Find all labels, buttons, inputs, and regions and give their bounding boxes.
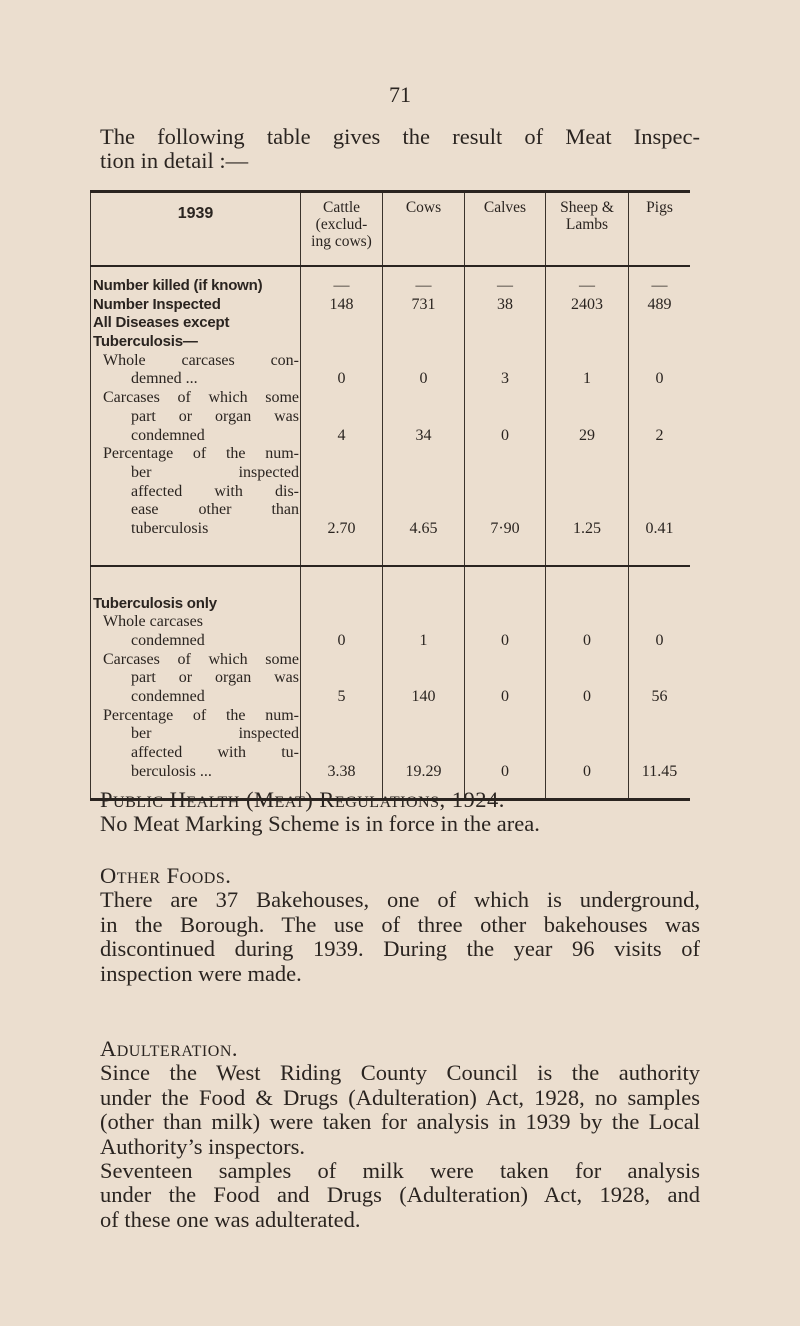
tuberculosis-section xyxy=(90,567,690,798)
value-cattle: 2.70 xyxy=(300,520,382,539)
value-sheep-lambs: 2403 xyxy=(545,296,628,315)
value-cows xyxy=(382,707,464,726)
spacer-cell xyxy=(464,567,545,595)
value-pigs: 0.41 xyxy=(628,520,690,539)
row-label: ber inspected xyxy=(90,725,300,744)
header-text: (exclud- xyxy=(315,216,368,233)
row-label: ber inspected xyxy=(90,464,300,483)
header-text: Cows xyxy=(405,199,442,216)
value-calves: 0 xyxy=(464,763,545,782)
value-pigs xyxy=(628,725,690,744)
spacer-cell xyxy=(545,567,628,595)
row-label: Percentage of the num- xyxy=(90,445,300,464)
row-label: tuberculosis xyxy=(90,520,300,539)
value-calves xyxy=(464,408,545,427)
value-sheep-lambs xyxy=(545,408,628,427)
row-label: Carcases of which some xyxy=(90,651,300,670)
table-row xyxy=(90,651,690,670)
value-cattle: 4 xyxy=(300,427,382,446)
table-row xyxy=(90,445,690,464)
table-row xyxy=(90,688,690,707)
row-label: affected with dis- xyxy=(90,483,300,502)
value-calves xyxy=(464,389,545,408)
value-pigs xyxy=(628,707,690,726)
value-cows: 34 xyxy=(382,427,464,446)
value-cows: 731 xyxy=(382,296,464,315)
header-text: Lambs xyxy=(565,216,609,233)
spacer-cell xyxy=(300,567,382,595)
text-line: under the Food & Drugs (Adulteration) Act, 1928, no samples xyxy=(100,1084,700,1110)
spacer-row xyxy=(90,267,690,277)
text-line: There are 37 Bakehouses, one of which is underground, xyxy=(100,887,700,913)
section-heading: Other Foods. xyxy=(100,863,232,888)
table-row xyxy=(90,520,690,539)
value-pigs xyxy=(628,464,690,483)
table-row xyxy=(90,632,690,651)
value-cattle: 0 xyxy=(300,632,382,651)
other-foods-section xyxy=(100,864,700,986)
value-cows: — xyxy=(382,277,464,296)
value-calves: 0 xyxy=(464,688,545,707)
table-row xyxy=(90,408,690,427)
meat-inspection-table xyxy=(90,190,690,801)
value-pigs: 56 xyxy=(628,688,690,707)
text-line: (other than milk) were taken for analysis in 1939 by the Local xyxy=(100,1109,700,1135)
all-diseases-section xyxy=(90,267,690,565)
value-pigs: 489 xyxy=(628,296,690,315)
value-cows xyxy=(382,669,464,688)
value-pigs xyxy=(628,408,690,427)
spacer-cell xyxy=(90,539,300,565)
text-line: tion in detail :— xyxy=(100,148,249,174)
spacer-cell xyxy=(545,539,628,565)
spacer-cell xyxy=(545,267,628,277)
value-calves: 3 xyxy=(464,370,545,389)
text-line: Since the West Riding County Council is the authority xyxy=(100,1060,700,1086)
public-health-section xyxy=(100,788,700,837)
value-sheep-lambs xyxy=(545,501,628,520)
value-pigs xyxy=(628,651,690,670)
value-cows xyxy=(382,725,464,744)
value-cows xyxy=(382,408,464,427)
header-sheep-lambs xyxy=(545,193,628,265)
value-cows xyxy=(382,352,464,371)
value-cattle xyxy=(300,389,382,408)
value-sheep-lambs: 0 xyxy=(545,632,628,651)
text-line: in the Borough. The use of three other bakehouses was xyxy=(100,911,700,937)
value-cattle xyxy=(300,333,382,352)
value-cows xyxy=(382,651,464,670)
header-text: Pigs xyxy=(646,199,673,216)
value-cows xyxy=(382,333,464,352)
header-pigs xyxy=(628,193,690,265)
row-label: Tuberculosis— xyxy=(90,333,300,352)
row-label: ease other than xyxy=(90,501,300,520)
value-pigs: 0 xyxy=(628,370,690,389)
value-cattle: 5 xyxy=(300,688,382,707)
value-sheep-lambs: 29 xyxy=(545,427,628,446)
value-cattle xyxy=(300,408,382,427)
value-calves xyxy=(464,333,545,352)
value-calves xyxy=(464,464,545,483)
value-pigs xyxy=(628,352,690,371)
value-pigs xyxy=(628,445,690,464)
value-calves xyxy=(464,314,545,333)
value-cattle xyxy=(300,651,382,670)
value-calves: 38 xyxy=(464,296,545,315)
value-calves xyxy=(464,483,545,502)
table-row xyxy=(90,389,690,408)
value-cows: 4.65 xyxy=(382,520,464,539)
value-calves: 0 xyxy=(464,427,545,446)
value-cows: 1 xyxy=(382,632,464,651)
spacer-cell xyxy=(90,267,300,277)
value-cattle xyxy=(300,464,382,483)
value-cows xyxy=(382,389,464,408)
table-row xyxy=(90,333,690,352)
section-heading: Public Health (Meat) Regulations, 1924. xyxy=(100,787,505,812)
value-sheep-lambs xyxy=(545,314,628,333)
spacer-cell xyxy=(628,539,690,565)
header-year xyxy=(90,193,300,265)
text-line: The following table gives the result of Meat Inspec- xyxy=(100,124,700,149)
text-line: Authority’s inspectors. xyxy=(100,1133,305,1159)
header-text: ing cows) xyxy=(311,233,372,250)
value-sheep-lambs xyxy=(545,333,628,352)
value-cattle xyxy=(300,483,382,502)
spacer-cell xyxy=(300,539,382,565)
value-sheep-lambs xyxy=(545,483,628,502)
table-row xyxy=(90,669,690,688)
value-sheep-lambs xyxy=(545,651,628,670)
table-row xyxy=(90,725,690,744)
table-row xyxy=(90,763,690,782)
row-label: condemned xyxy=(90,427,300,446)
value-cows xyxy=(382,613,464,632)
value-cattle xyxy=(300,613,382,632)
value-sheep-lambs: 1.25 xyxy=(545,520,628,539)
text-line: inspection were made. xyxy=(100,960,302,986)
header-text: Calves xyxy=(483,199,527,216)
row-label: All Diseases except xyxy=(90,314,300,333)
value-pigs: — xyxy=(628,277,690,296)
table-row xyxy=(90,314,690,333)
value-sheep-lambs xyxy=(545,707,628,726)
value-sheep-lambs: — xyxy=(545,277,628,296)
spacer-row xyxy=(90,539,690,565)
value-calves xyxy=(464,707,545,726)
row-label: Number Inspected xyxy=(90,296,300,315)
value-cattle xyxy=(300,445,382,464)
value-sheep-lambs xyxy=(545,744,628,763)
value-calves xyxy=(464,744,545,763)
text-line: discontinued during 1939. During the year 96 visits of xyxy=(100,936,700,962)
value-cows xyxy=(382,314,464,333)
table-header-row xyxy=(90,193,690,265)
value-calves xyxy=(464,725,545,744)
value-calves xyxy=(464,352,545,371)
value-cattle xyxy=(300,501,382,520)
value-cattle xyxy=(300,744,382,763)
value-pigs xyxy=(628,595,690,614)
value-cattle: 3.38 xyxy=(300,763,382,782)
table-row xyxy=(90,483,690,502)
page-number: 71 xyxy=(389,82,411,107)
value-calves: 0 xyxy=(464,632,545,651)
table-row xyxy=(90,296,690,315)
value-sheep-lambs xyxy=(545,725,628,744)
table-row xyxy=(90,744,690,763)
row-label: part or organ was xyxy=(90,669,300,688)
spacer-cell xyxy=(382,567,464,595)
value-cows: 0 xyxy=(382,370,464,389)
row-label: Tuberculosis only xyxy=(90,595,300,614)
row-label: demned ... xyxy=(90,370,300,389)
value-calves: — xyxy=(464,277,545,296)
value-cattle xyxy=(300,595,382,614)
header-text: 1939 xyxy=(177,205,214,222)
table-row xyxy=(90,277,690,296)
table-row xyxy=(90,707,690,726)
spacer-cell xyxy=(300,267,382,277)
value-pigs xyxy=(628,501,690,520)
value-cows xyxy=(382,464,464,483)
value-cattle xyxy=(300,725,382,744)
section-heading: Adulteration. xyxy=(100,1036,238,1061)
table-row xyxy=(90,613,690,632)
row-label: berculosis ... xyxy=(90,763,300,782)
value-sheep-lambs xyxy=(545,445,628,464)
row-label: Percentage of the num- xyxy=(90,707,300,726)
table-row xyxy=(90,427,690,446)
value-cattle: 0 xyxy=(300,370,382,389)
row-label: condemned xyxy=(90,688,300,707)
value-cows: 19.29 xyxy=(382,763,464,782)
table-row xyxy=(90,595,690,614)
header-calves xyxy=(464,193,545,265)
spacer-cell xyxy=(464,539,545,565)
table-row xyxy=(90,464,690,483)
value-pigs xyxy=(628,314,690,333)
value-calves xyxy=(464,613,545,632)
text-line: No Meat Marking Scheme is in force in the area. xyxy=(100,811,540,837)
value-calves xyxy=(464,669,545,688)
row-label: Whole carcases xyxy=(90,613,300,632)
header-text: Cattle xyxy=(322,199,361,216)
spacer-cell xyxy=(628,267,690,277)
value-sheep-lambs xyxy=(545,389,628,408)
value-cattle xyxy=(300,314,382,333)
text-line: Seventeen samples of milk were taken for analysis xyxy=(100,1157,700,1183)
value-sheep-lambs xyxy=(545,595,628,614)
spacer-row xyxy=(90,567,690,595)
adulteration-section xyxy=(100,1037,700,1232)
header-cows xyxy=(382,193,464,265)
value-sheep-lambs: 0 xyxy=(545,763,628,782)
intro-paragraph xyxy=(100,125,700,174)
value-cows xyxy=(382,595,464,614)
value-pigs: 0 xyxy=(628,632,690,651)
value-pigs: 2 xyxy=(628,427,690,446)
text-line: under the Food and Drugs (Adulteration) Act, 1928, and xyxy=(100,1182,700,1208)
table-row xyxy=(90,370,690,389)
value-calves xyxy=(464,595,545,614)
row-label: condemned xyxy=(90,632,300,651)
value-cows xyxy=(382,445,464,464)
spacer-cell xyxy=(628,567,690,595)
row-label: part or organ was xyxy=(90,408,300,427)
row-label: Whole carcases con- xyxy=(90,352,300,371)
spacer-cell xyxy=(382,539,464,565)
value-sheep-lambs xyxy=(545,352,628,371)
value-pigs xyxy=(628,613,690,632)
table-row xyxy=(90,501,690,520)
row-label: affected with tu- xyxy=(90,744,300,763)
value-sheep-lambs xyxy=(545,613,628,632)
value-pigs xyxy=(628,669,690,688)
value-pigs xyxy=(628,744,690,763)
value-cattle xyxy=(300,352,382,371)
value-sheep-lambs xyxy=(545,669,628,688)
value-sheep-lambs: 0 xyxy=(545,688,628,707)
spacer-cell xyxy=(382,267,464,277)
spacer-cell xyxy=(464,267,545,277)
value-calves: 7·90 xyxy=(464,520,545,539)
spacer-cell xyxy=(90,567,300,595)
text-line: of these one was adulterated. xyxy=(100,1206,361,1232)
row-label: Number killed (if known) xyxy=(90,277,300,296)
value-pigs: 11.45 xyxy=(628,763,690,782)
row-label: Carcases of which some xyxy=(90,389,300,408)
value-calves xyxy=(464,651,545,670)
value-cows xyxy=(382,483,464,502)
table-row xyxy=(90,352,690,371)
value-cattle xyxy=(300,669,382,688)
value-cows xyxy=(382,744,464,763)
value-pigs xyxy=(628,333,690,352)
value-cattle xyxy=(300,707,382,726)
value-calves xyxy=(464,445,545,464)
value-cattle: 148 xyxy=(300,296,382,315)
value-calves xyxy=(464,501,545,520)
value-sheep-lambs: 1 xyxy=(545,370,628,389)
value-pigs xyxy=(628,483,690,502)
header-text: Sheep & xyxy=(560,199,614,216)
value-pigs xyxy=(628,389,690,408)
value-cows: 140 xyxy=(382,688,464,707)
header-cattle xyxy=(300,193,382,265)
value-sheep-lambs xyxy=(545,464,628,483)
value-cows xyxy=(382,501,464,520)
value-cattle: — xyxy=(300,277,382,296)
